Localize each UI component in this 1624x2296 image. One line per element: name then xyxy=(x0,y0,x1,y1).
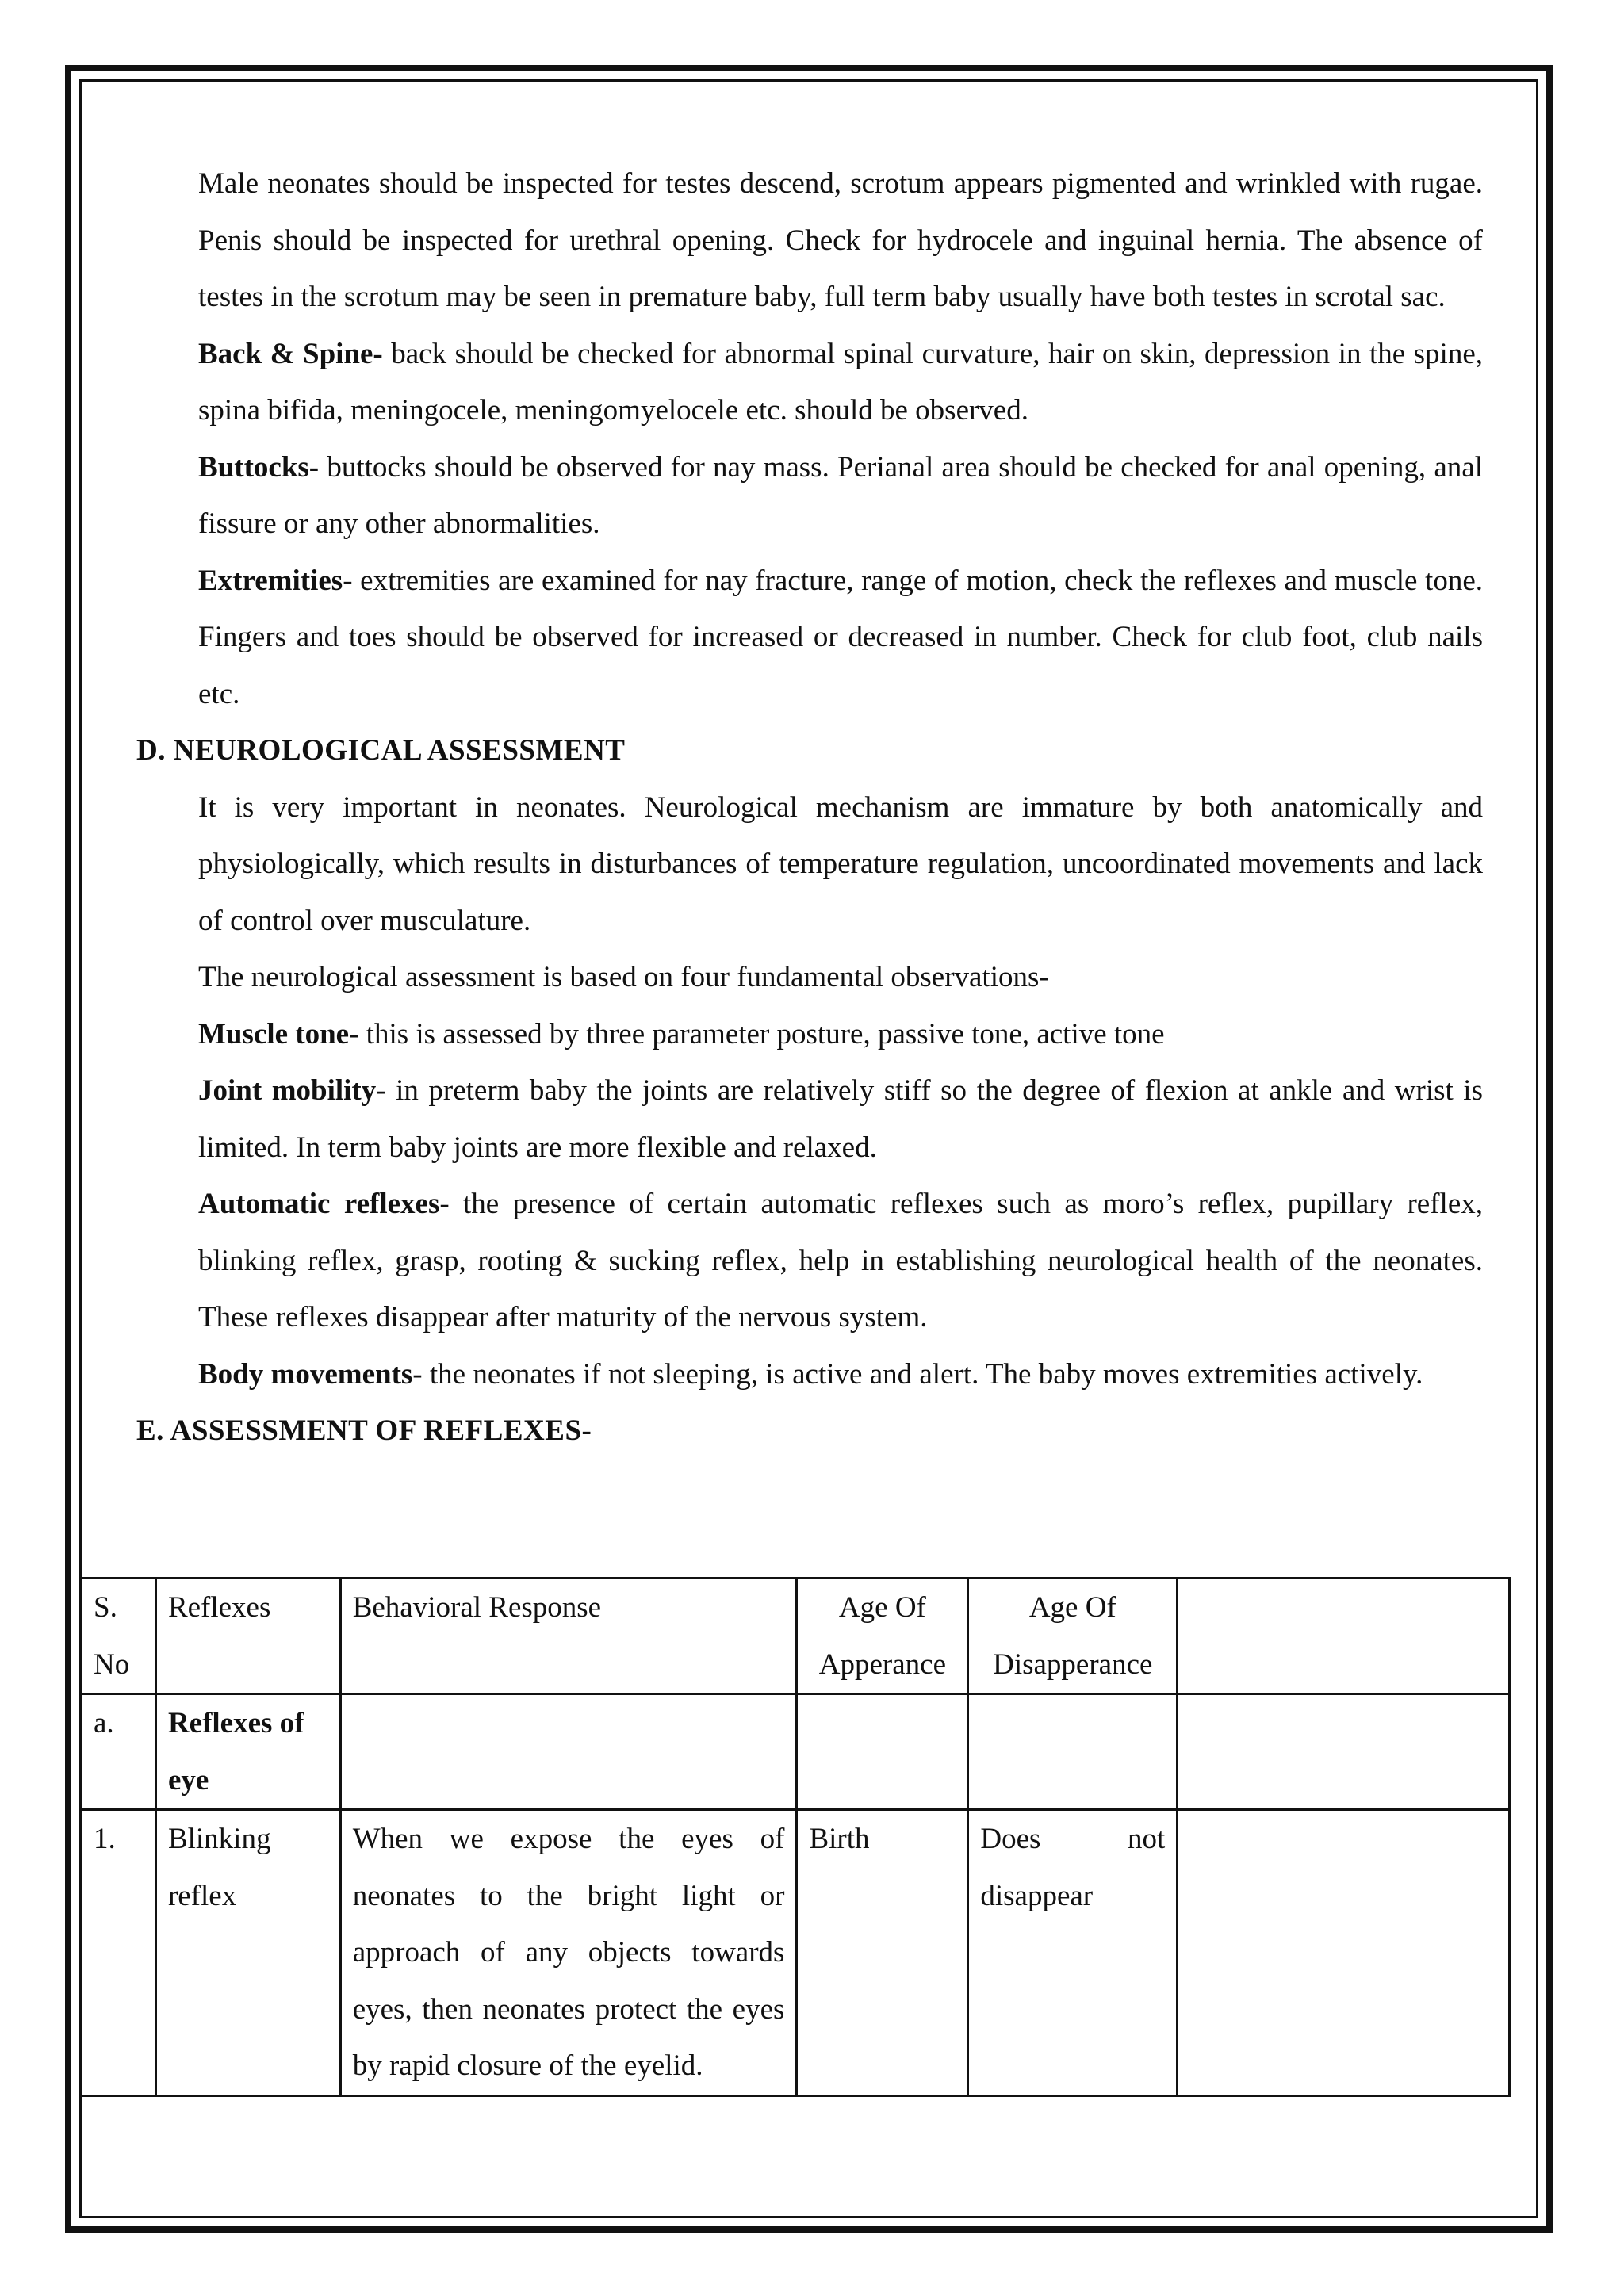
heading-neurological-assessment: D. NEUROLOGICAL ASSESSMENT xyxy=(136,734,626,767)
table-header-row xyxy=(82,1578,1510,1694)
term-automatic-reflexes: Automatic reflexes xyxy=(198,1188,440,1220)
header-behavioral-response: Behavioral Response xyxy=(340,1578,797,1694)
group-label: Reflexes of eye xyxy=(155,1694,340,1810)
term-buttocks: Buttocks- xyxy=(198,450,320,484)
table-group-row xyxy=(82,1694,1510,1810)
row-reflex-name: Blinking reflex xyxy=(155,1810,340,2096)
term-back-spine: Back & Spine- xyxy=(198,337,383,370)
row-age-of-appearance: Birth xyxy=(797,1810,968,2096)
paragraph-automatic-reflexes: Automatic reflexes- the presence of certain automatic reflexes such as moro’s reflex, pupillary reflex, blinking reflex, grasp, rooting & sucking reflex, help in establishing neurological health of the neonates. These reflexes disappear after maturity of the nervous system. xyxy=(198,1188,1483,1334)
header-extra xyxy=(1178,1578,1510,1694)
term-extremities: Extremities- xyxy=(198,564,353,597)
heading-assessment-of-reflexes: E. ASSESSMENT OF REFLEXES- xyxy=(136,1414,592,1447)
term-body-movements: Body movements xyxy=(198,1357,413,1391)
table-row xyxy=(82,1810,1510,2096)
paragraph-muscle-tone: Muscle tone- this is assessed by three parameter posture, passive tone, active tone xyxy=(198,1017,1165,1050)
term-joint-mobility: Joint mobility xyxy=(198,1074,377,1107)
header-age-of-appearance: Age Of Apperance xyxy=(797,1578,968,1694)
group-empty-appearance xyxy=(797,1694,968,1810)
group-empty-response xyxy=(340,1694,797,1810)
paragraph-extremities: Extremities- extremities are examined for nay fracture, range of motion, check the reflexes and muscle tone. Fingers and toes should be observed for increased or decreased in number. Check for club foot, club nails etc. xyxy=(198,564,1483,710)
paragraph-joint-mobility: Joint mobility- in preterm baby the joints are relatively stiff so the degree of flexion at ankle and wrist is limited. In term baby joints are more flexible and relaxed. xyxy=(198,1074,1483,1164)
paragraph-male-genitalia: Male neonates should be inspected for testes descend, scrotum appears pigmented and wrinkled with rugae. Penis should be inspected for urethral opening. Check for hydrocele and inguinal hernia. The absence of testes in the scrotum may be seen in premature baby, full term baby usually have both testes in scrotal sac. xyxy=(198,167,1483,313)
row-sno: 1. xyxy=(82,1810,156,2096)
header-reflexes: Reflexes xyxy=(155,1578,340,1694)
paragraph-body-movements: Body movements- the neonates if not sleeping, is active and alert. The baby moves extremities actively. xyxy=(198,1357,1423,1391)
row-extra xyxy=(1178,1810,1510,2096)
reflexes-table xyxy=(80,1577,1511,2097)
paragraph-neuro-lead: The neurological assessment is based on four fundamental observations- xyxy=(198,961,1049,993)
paragraph-back-spine: Back & Spine- back should be checked for abnormal spinal curvature, hair on skin, depression in the spine, spina bifida, meningocele, meningomyelocele etc. should be observed. xyxy=(198,337,1483,427)
term-muscle-tone: Muscle tone xyxy=(198,1017,350,1050)
header-age-of-disappearance: Age Of Disapperance xyxy=(968,1578,1178,1694)
document-body xyxy=(136,155,1483,1460)
row-age-of-disappearance: Does not disappear xyxy=(968,1810,1178,2096)
header-sno: S. No xyxy=(82,1578,156,1694)
group-empty-extra xyxy=(1178,1694,1510,1810)
paragraph-neuro-intro: It is very important in neonates. Neurological mechanism are immature by both anatomically and physiologically, which results in disturbances of temperature regulation, uncoordinated movements and lack of control over musculature. xyxy=(198,790,1483,937)
paragraph-buttocks: Buttocks- buttocks should be observed for nay mass. Perianal area should be checked for anal opening, anal fissure or any other abnormalities. xyxy=(198,450,1483,540)
group-sno: a. xyxy=(82,1694,156,1810)
group-empty-disappearance xyxy=(968,1694,1178,1810)
row-behavioral-response: When we expose the eyes of neonates to the bright light or approach of any objects towards eyes, then neonates protect the eyes by rapid closure of the eyelid. xyxy=(340,1810,797,2096)
